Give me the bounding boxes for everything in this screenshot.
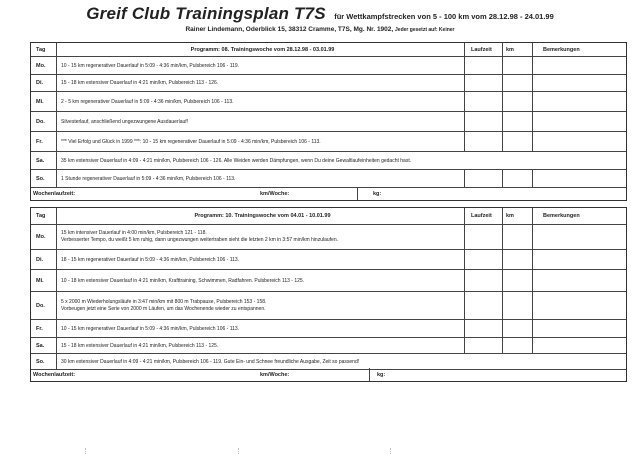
remarks-cell[interactable] [533,320,628,337]
training-plan-week-2 [30,207,627,382]
program-text: Silvesterlauf, anschließend ungezwungene Ausdauerlauf! [57,112,465,131]
day-label: Mo. [31,57,57,74]
km-cell[interactable] [503,170,533,187]
day-label: Fr. [31,132,57,151]
day-label: Di. [31,75,57,91]
footer-divider [357,187,358,200]
program-text: 15 - 18 km extensiver Dauerlauf in 4:21 min/km, Pulsbereich 113 - 125. [57,338,465,353]
laufzeit-cell[interactable] [465,225,503,249]
remarks-cell[interactable] [533,270,628,291]
table-row [31,75,626,92]
km-cell[interactable] [503,320,533,337]
km-cell[interactable] [503,132,533,151]
laufzeit-cell[interactable] [465,320,503,337]
km-week-label: km/Woche: [260,191,290,197]
day-label: Mi. [31,92,57,111]
column-header-bemerkungen: Bemerkungen [543,46,580,53]
laufzeit-cell[interactable] [465,338,503,353]
table-row [31,225,626,250]
table-row [31,320,626,338]
program-text: 18 - 15 km regenerativer Dauerlauf in 5:09 - 4:36 min/km, Pulsbereich 106 - 113. [57,250,465,269]
table-row [31,152,626,170]
address-text: Rainer Lindemann, Oderblick 15, 38312 Cramme, T7S, Mg. Nr. 1902, [185,26,394,33]
program-text: 10 - 18 km extensiver Dauerlauf in 4:21 min/km, Krafttraining, Schwimmen, Radfahren. Pulsbereich 113 - 125. [57,270,465,291]
remarks-cell[interactable] [533,338,628,353]
program-text-detail: Verbesserter Tempo, du weißt 5 km ruhig, dann ungezwungen weitertraben sieht die letzten 2 km in 3:57 min/km hinzulaufen. [61,237,339,243]
day-label: Do. [31,112,57,131]
column-header-tag: Tag [31,43,57,56]
page-title-suffix: für Wettkampfstrecken von 5 - 100 km vom 28.12.98 - 24.01.99 [334,12,554,21]
km-cell[interactable] [503,57,533,74]
km-week-label: km/Woche: [260,372,290,378]
remarks-cell[interactable] [533,75,628,91]
laufzeit-cell[interactable] [465,112,503,131]
program-text: 15 - 18 km extensiver Dauerlauf in 4:21 min/km, Pulsbereich 113 - 126. [57,75,465,91]
km-cell[interactable] [503,292,533,319]
table-row [31,270,626,292]
remarks-cell[interactable] [533,250,628,269]
kg-label: kg: [373,191,382,197]
program-text: 30 km extensiver Dauerlauf in 4:09 - 4:21 min/km, Pulsbereich 106 - 119. Gute Ein- und Schnee freundliche Ausgabe, Zeit so passend! [61,358,360,365]
scan-mark [238,448,239,454]
day-label: So. [31,170,57,187]
laufzeit-cell[interactable] [465,132,503,151]
week-footer [31,368,626,381]
km-cell[interactable] [503,270,533,291]
address-line [0,26,640,33]
program-text: 5 x 2000 m Wiederholungsläufe in 3:47 min/km mit 800 m Trabpause, Pulsbereich 153 - 158. [61,298,267,305]
program-header: Programm: 08. Trainingswoche vom 28.12.98 - 03.01.99 [57,43,465,56]
table-row [31,170,626,188]
laufzeit-cell[interactable] [465,92,503,111]
remarks-cell[interactable] [533,92,628,111]
remarks-cell[interactable] [533,132,628,151]
table-row [31,57,626,75]
column-header-laufzeit: Laufzeit [465,43,503,56]
program-text: 35 km extensiver Dauerlauf in 4:09 - 4:21 min/km, Pulsbereich 106 - 126. Alle Weiden werden Dämpfungen, wenn Du deine Gewaltlaufeinheiten gedacht hast. [61,157,412,164]
laufzeit-cell[interactable] [465,250,503,269]
table-header-row [31,208,626,225]
column-header-km: km [503,208,533,224]
day-label: Di. [31,250,57,269]
km-cell[interactable] [503,112,533,131]
remarks-cell[interactable] [533,112,628,131]
column-header-bemerkungen: Bemerkungen [543,213,580,219]
address-note: Jeder gesetzt auf: Keiner [395,27,455,33]
page-header [0,4,640,24]
laufzeit-cell[interactable] [465,75,503,91]
day-label: Do. [31,292,57,319]
remarks-cell[interactable] [533,292,628,319]
remarks-cell[interactable] [533,57,628,74]
column-header-tag: Tag [31,208,57,224]
program-text: 10 - 15 km regenerativer Dauerlauf in 5:09 - 4:36 min/km, Pulsbereich 106 - 113. [57,320,465,337]
day-label: Sa. [31,152,57,169]
column-header-laufzeit: Laufzeit [465,208,503,224]
program-text: 2 - 5 km regenerativer Dauerlauf in 5:09 - 4:36 min/km, Pulsbereich 106 - 113. [57,92,465,111]
laufzeit-cell[interactable] [465,270,503,291]
program-text-block [57,292,465,319]
table-row [31,112,626,132]
km-cell[interactable] [503,92,533,111]
remarks-cell[interactable] [533,225,628,249]
day-label: Fr. [31,320,57,337]
program-text-block [57,225,465,249]
footer-divider [369,368,370,381]
km-cell[interactable] [503,250,533,269]
program-text: 15 km intensiver Dauerlauf in 4:00 min/km, Pulsbereich 121 - 118. [61,230,207,236]
table-row [31,92,626,112]
day-label: So. [31,354,57,369]
table-row [31,338,626,354]
page-title: Greif Club Trainingsplan T7S [86,4,326,23]
km-cell[interactable] [503,338,533,353]
day-label: Sa. [31,338,57,353]
laufzeit-cell[interactable] [465,292,503,319]
km-cell[interactable] [503,75,533,91]
program-header: Programm: 10. Trainingswoche vom 04.01 - 10.01.99 [57,208,465,224]
week-time-label: Wochenlaufzeit: [33,191,76,197]
laufzeit-cell[interactable] [465,57,503,74]
remarks-cell[interactable] [533,170,628,187]
week-time-label: Wochenlaufzeit: [33,372,76,378]
column-header-km: km [503,43,533,56]
week-footer [31,187,626,200]
training-plan-week-1 [30,42,627,201]
scan-mark [85,448,86,454]
scan-mark [390,448,391,454]
program-text: 10 - 15 km regenerativer Dauerlauf in 5:09 - 4:36 min/km, Pulsbereich 106 - 119. [57,57,465,74]
program-text: *** Viel Erfolg und Glück in 1999 ***: 10 - 15 km regenerativer Dauerlauf in 5:09 - 4:36 min/km, Pulsbereich 106 - 113. [57,132,465,151]
table-row [31,132,626,152]
day-label: Mo. [31,225,57,249]
table-row [31,250,626,270]
program-text-detail: Vorbeugen jetzt eine Serie von 2000 m Läufen, um das Wochenende wieder zu entspannen. [61,305,266,312]
program-text: 1 Stunde regenerativer Dauerlauf in 5:09 - 4:36 min/km, Pulsbereich 106 - 113. [57,170,465,187]
laufzeit-cell[interactable] [465,170,503,187]
table-header-row [31,43,626,57]
kg-label: kg: [377,372,386,378]
day-label: Mi. [31,270,57,291]
table-row [31,292,626,320]
km-cell[interactable] [503,225,533,249]
